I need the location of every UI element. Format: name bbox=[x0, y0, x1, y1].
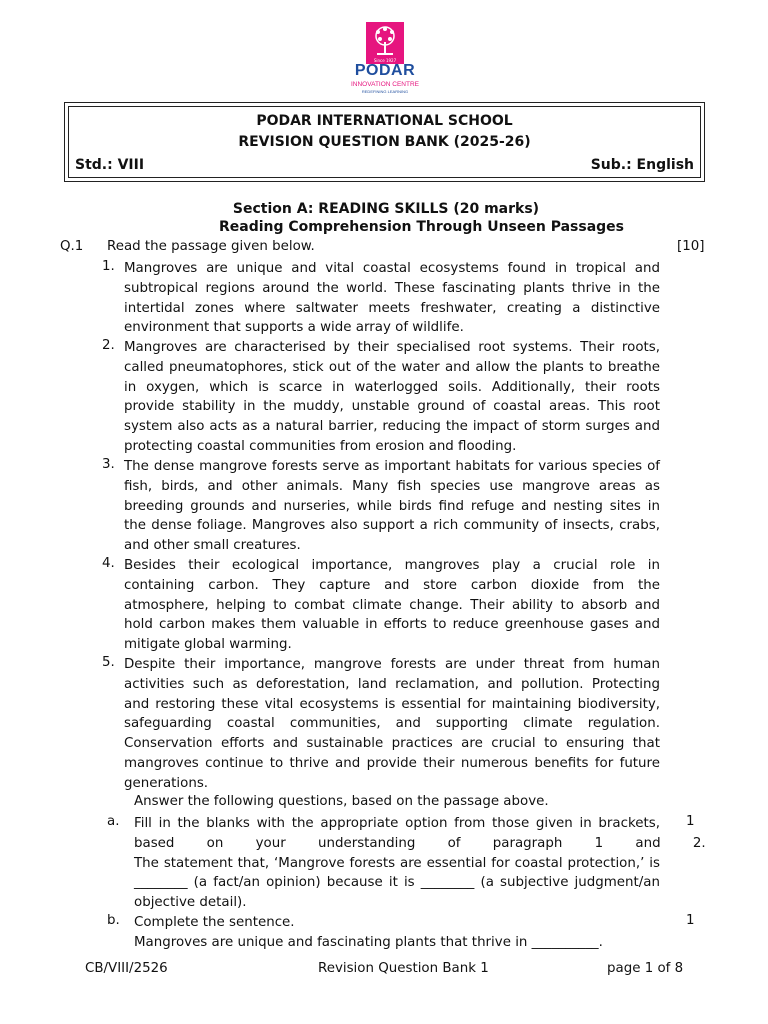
document-title: REVISION QUESTION BANK (2025-26) bbox=[238, 134, 531, 150]
passage-line: environment that supports a wide array of wildlife. bbox=[124, 320, 464, 336]
subquestion-marks: 1 bbox=[686, 814, 695, 829]
passage-line: atmosphere, helping to combat climate change. Their ability to absorb and bbox=[124, 597, 660, 613]
section-title: Section A: READING SKILLS (20 marks) bbox=[232, 201, 540, 217]
passage-line: breeding grounds and nurseries, while birds find refuge and nesting sites in bbox=[124, 498, 660, 514]
passage-line: mangroves continue to thrive and provide their numerous benefits for future bbox=[124, 755, 660, 771]
passage-line: and other small creatures. bbox=[124, 538, 301, 554]
passage-paragraph bbox=[124, 556, 660, 655]
subquestion-b-text bbox=[134, 913, 603, 953]
logo-tagline: REDEFINING LEARNING bbox=[361, 89, 409, 94]
passage-line: the dense foliage. Mangroves also support a rich community of insects, crabs, bbox=[124, 518, 660, 534]
question-prompt: Read the passage given below. bbox=[107, 239, 315, 254]
logo-since: Since 1927 bbox=[366, 58, 404, 64]
passage-line: Conservation efforts and sustainable practices are crucial to ensuring that bbox=[124, 736, 660, 752]
question-line: The statement that, ‘Mangrove forests are essential for coastal protection,’ is bbox=[134, 855, 660, 871]
subquestion-marks: 1 bbox=[686, 913, 695, 928]
question-line: Fill in the blanks with the appropriate option from those given in brackets, bbox=[134, 816, 660, 831]
passage-paragraph bbox=[124, 655, 660, 794]
question-line: ________ (a fact/an opinion) because it is ________ (a subjective judgment/an bbox=[134, 875, 660, 891]
passage-line: generations. bbox=[124, 775, 209, 791]
passage-line: in oxygen, which is scarce in waterlogged soils. Additionally, their roots bbox=[124, 379, 660, 395]
subquestion-a-text bbox=[134, 814, 706, 913]
passage-line: and restoring these vital ecosystems is essential for maintaining biodiversity, bbox=[124, 696, 660, 712]
passage-line: mitigate global warming. bbox=[124, 637, 292, 653]
header-box bbox=[64, 102, 705, 182]
passage-line: intertidal zones where saltwater meets freshwater, creating a distinctive bbox=[124, 300, 660, 316]
passage-line: containing carbon. They capture and store carbon dioxide from the bbox=[124, 577, 660, 593]
passage-line: Mangroves are unique and vital coastal ecosystems found in tropical and bbox=[124, 261, 660, 276]
question-line: objective detail). bbox=[134, 895, 247, 911]
question-line: based on your understanding of paragraph 1 and 2. bbox=[134, 835, 706, 851]
section-subtitle: Reading Comprehension Through Unseen Passages bbox=[219, 219, 624, 235]
passage-line: provide stability in the muddy, unstable ground of coastal areas. This root bbox=[124, 399, 660, 415]
passage-line: subtropical regions around the world. These fascinating plants thrive in the bbox=[124, 280, 660, 296]
passage-paragraph bbox=[124, 457, 660, 556]
school-name: PODAR INTERNATIONAL SCHOOL bbox=[256, 113, 513, 129]
subquestion-label: b. bbox=[107, 913, 120, 928]
page-number: page 1 of 8 bbox=[607, 961, 684, 976]
subject-label: Sub.: English bbox=[590, 157, 694, 173]
passage-line: The dense mangrove forests serve as important habitats for various species of bbox=[124, 459, 660, 474]
logo-subtitle: INNOVATION CENTRE bbox=[350, 81, 419, 88]
passage-line: activities such as deforestation, land reclamation, and pollution. Protecting bbox=[124, 676, 660, 692]
paragraph-number: 5. bbox=[102, 655, 115, 670]
passage-line: fish, birds, and other animals. Many fish species use mangrove areas as bbox=[124, 478, 660, 494]
passage-line: Besides their ecological importance, mangroves play a crucial role in bbox=[124, 558, 660, 573]
passage-line: protecting coastal communities from erosion and flooding. bbox=[124, 438, 517, 454]
passage-line: Mangroves are characterised by their specialised root systems. Their roots, bbox=[124, 340, 660, 355]
footer-title: Revision Question Bank 1 bbox=[318, 961, 489, 976]
question-marks: [10] bbox=[677, 239, 705, 254]
passage-paragraph bbox=[124, 338, 660, 457]
question-line: Complete the sentence. bbox=[134, 915, 295, 930]
standard-label: Std.: VIII bbox=[75, 157, 145, 173]
paragraph-number: 2. bbox=[102, 338, 115, 353]
passage-line: called pneumatophores, stick out of the water and allow the plants to breathe bbox=[124, 359, 660, 375]
passage-paragraph bbox=[124, 259, 660, 338]
logo-name: PODAR bbox=[354, 62, 416, 79]
school-logo bbox=[340, 20, 430, 92]
paragraph-number: 4. bbox=[102, 556, 115, 571]
passage-line: hold carbon makes them valuable in efforts to reduce greenhouse gases and bbox=[124, 617, 660, 633]
passage-line: system also acts as a natural barrier, reducing the impact of storm surges and bbox=[124, 419, 660, 435]
paragraph-number: 3. bbox=[102, 457, 115, 472]
footer-code: CB/VIII/2526 bbox=[85, 961, 168, 976]
answer-instruction: Answer the following questions, based on the passage above. bbox=[134, 794, 549, 809]
paragraph-number: 1. bbox=[102, 259, 115, 274]
subquestion-label: a. bbox=[107, 814, 120, 829]
passage-line: safeguarding coastal communities, and supporting climate regulation. bbox=[124, 716, 660, 732]
question-number: Q.1 bbox=[60, 239, 84, 254]
passage-line: Despite their importance, mangrove forests are under threat from human bbox=[124, 657, 660, 672]
question-line: Mangroves are unique and fascinating plants that thrive in __________. bbox=[134, 934, 603, 950]
tree-icon bbox=[366, 22, 404, 60]
